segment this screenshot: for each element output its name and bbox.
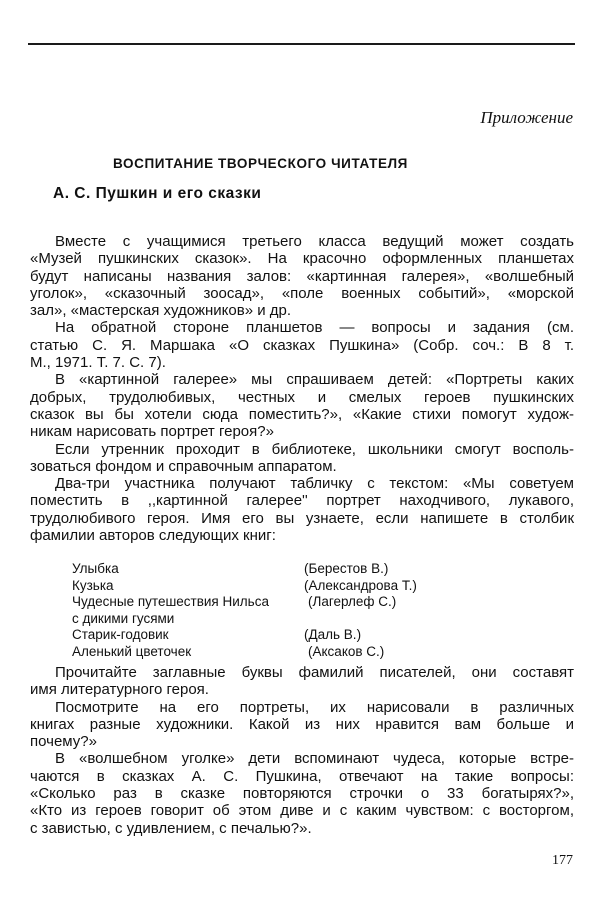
text-line: «Музей пушкинских сказок». На красочно оформленных планшетах bbox=[30, 250, 574, 268]
text-line: Посмотрите на его портреты, их нарисовали в различных bbox=[55, 698, 574, 716]
text-line: чаются в сказках А. С. Пушкина, отвечают на такие вопросы: bbox=[30, 767, 574, 785]
text-line: статью С. Я. Маршака «О сказках Пушкина» (Собр. соч.: В 8 т. bbox=[30, 336, 574, 354]
text-line: почему?» bbox=[30, 733, 97, 751]
text-line: В «волшебном уголке» дети вспоминают чудеса, которые встре- bbox=[55, 750, 574, 768]
section-heading: А. С. Пушкин и его сказки bbox=[53, 185, 262, 202]
text-line: М., 1971. Т. 7. С. 7). bbox=[30, 354, 166, 372]
paragraph bbox=[30, 664, 574, 699]
book-list-item bbox=[72, 578, 432, 595]
text-line: Вместе с учащимися третьего класса ведущий может создать bbox=[55, 233, 574, 250]
text-line: Два-три участника получают табличку с текстом: «Мы советуем bbox=[55, 475, 574, 493]
book-author: (Даль В.) bbox=[304, 627, 362, 642]
text-line: В «картинной галерее» мы спрашиваем детей: «Портреты каких bbox=[55, 371, 574, 389]
text-line: уголок», «сказочный зоосад», «поле военных событий», «морской bbox=[30, 284, 574, 302]
paragraph bbox=[30, 475, 574, 544]
text-line: поместить в ,,картинной галерее'' портрет находчивого, лукавого, bbox=[30, 492, 574, 510]
text-line: книгах разные художники. Какой из них нравится вам больше и bbox=[30, 715, 574, 733]
book-list-item bbox=[72, 561, 432, 578]
book-title: Чудесные путешествия Нильса bbox=[72, 594, 269, 609]
book-list bbox=[72, 561, 432, 660]
book-author: (Лагерлеф С.) bbox=[308, 594, 397, 609]
text-line: имя литературного героя. bbox=[30, 681, 209, 699]
paragraph bbox=[30, 750, 574, 836]
body-text-bottom bbox=[30, 664, 574, 837]
text-line: никам нарисовать портрет героя?» bbox=[30, 423, 274, 441]
paragraph bbox=[30, 319, 574, 371]
paragraph bbox=[30, 441, 574, 476]
book-author: (Аксаков С.) bbox=[308, 643, 385, 659]
book-title: с дикими гусями bbox=[72, 610, 175, 626]
chapter-heading: ВОСПИТАНИЕ ТВОРЧЕСКОГО ЧИТАТЕЛЯ bbox=[113, 156, 408, 171]
text-line: с завистью, с удивлением, с печалью?». bbox=[30, 819, 312, 837]
text-line: фамилии авторов следующих книг: bbox=[30, 527, 276, 545]
text-line: будут написаны названия залов: «картинная галерея», «волшебный bbox=[30, 267, 574, 285]
book-list-item bbox=[72, 594, 432, 611]
book-list-item bbox=[72, 644, 432, 661]
top-rule bbox=[28, 43, 575, 45]
text-line: зал», «мастерская художников» и др. bbox=[30, 302, 292, 320]
book-author: (Александрова Т.) bbox=[304, 577, 417, 593]
section-label: Приложение bbox=[480, 108, 573, 127]
text-line: добрых, трудолюбивых, честных и смелых героев пушкинских bbox=[30, 388, 574, 406]
text-line: трудолюбивого героя. Имя его вы узнаете, если напишете в столбик bbox=[30, 509, 574, 527]
text-line: сказок вы бы хотели сюда поместить?», «Какие стихи помогут худож- bbox=[30, 405, 574, 423]
book-title: Старик-годовик bbox=[72, 627, 169, 642]
text-line: На обратной стороне планшетов — вопросы и задания (см. bbox=[55, 319, 574, 337]
text-line: «Сколько раз в сказке повторяются строчки о 33 богатырях?», bbox=[30, 785, 574, 803]
paragraph bbox=[30, 371, 574, 440]
page-number: 177 bbox=[552, 853, 573, 868]
book-list-item bbox=[72, 627, 432, 644]
book-title: Аленький цветочек bbox=[72, 643, 192, 659]
paragraph bbox=[30, 699, 574, 751]
text-line: «Кто из героев говорит об этом диве и с каким чувством: с восторгом, bbox=[30, 802, 574, 820]
text-line: зоваться фондом и справочным аппаратом. bbox=[30, 457, 337, 475]
book-list-item bbox=[72, 611, 432, 628]
book-author: (Берестов В.) bbox=[304, 561, 389, 576]
paragraph bbox=[30, 233, 574, 319]
body-text-top bbox=[30, 233, 574, 544]
book-title: Улыбка bbox=[72, 561, 119, 576]
text-line: Прочитайте заглавные буквы фамилий писателей, они составят bbox=[55, 664, 574, 681]
text-line: Если утренник проходит в библиотеке, школьники смогут восполь- bbox=[55, 440, 574, 458]
book-title: Кузька bbox=[72, 577, 114, 593]
